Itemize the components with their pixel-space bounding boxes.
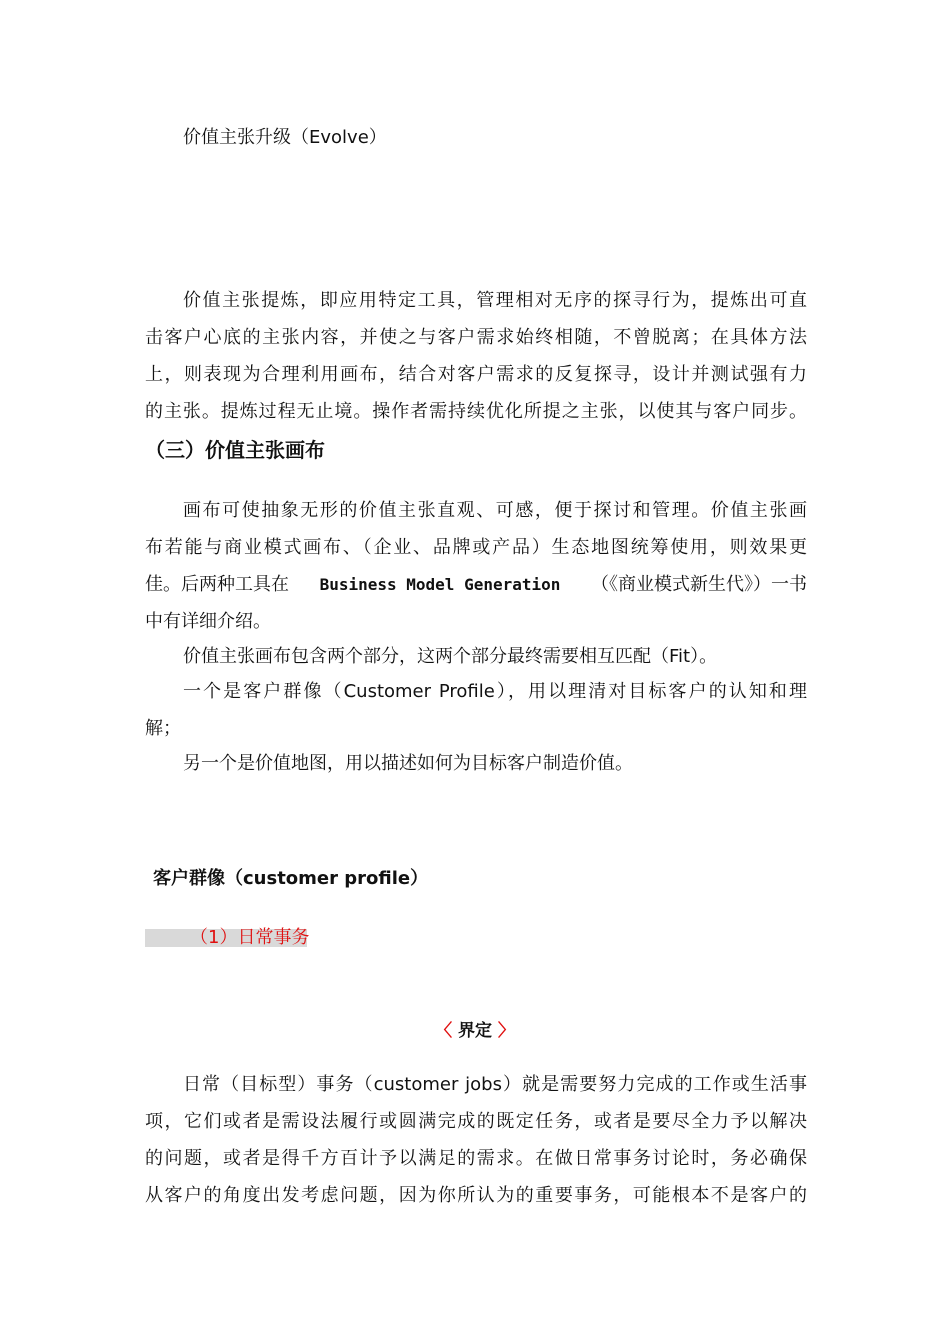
para2-line3-start: 佳。后两种工具在 <box>145 574 289 595</box>
para1-line3: 上，则表现为合理利用画布，结合对客户需求的反复探寻，设计并测试强有力 <box>145 364 807 385</box>
right-bracket-icon: 〉 <box>497 1021 515 1041</box>
para2-line3-end: （《商业模式新生代》）一书 <box>590 574 807 595</box>
para6-line2: 项，它们或者是需设法履行或圆满完成的既定任务，或者是要尽全力予以解决 <box>145 1111 807 1132</box>
definition-label: 界定 <box>458 1021 492 1041</box>
para4-line2: 解； <box>145 718 181 739</box>
para5: 另一个是价值地图，用以描述如何为目标客户制造价值。 <box>183 753 633 774</box>
para1-line2: 击客户心底的主张内容，并使之与客户需求始终相随，不曾脱离；在具体方法 <box>145 327 807 348</box>
para2-line1: 画布可使抽象无形的价值主张直观、可感，便于探讨和管理。价值主张画 <box>183 500 807 521</box>
para6-line3: 的问题，或者是得千方百计予以满足的需求。在做日常事务讨论时，务必确保 <box>145 1148 807 1169</box>
para1-line1: 价值主张提炼，即应用特定工具，管理相对无序的探寻行为，提炼出可直 <box>183 290 807 311</box>
para3: 价值主张画布包含两个部分，这两个部分最终需要相互匹配（Fit）。 <box>183 646 718 667</box>
subsection-title: （1）日常事务 <box>190 927 310 948</box>
customer-profile-title: 客户群像（customer profile） <box>153 868 429 889</box>
evolve-title: 价值主张升级（Evolve） <box>183 127 387 148</box>
left-bracket-icon: 〈 <box>435 1021 453 1041</box>
para2-line2: 布若能与商业模式画布、（企业、品牌或产品）生态地图统筹使用，则效果更 <box>145 537 807 558</box>
para4-line1: 一个是客户群像（Customer Profile），用以理清对目标客户的认知和理 <box>183 681 807 702</box>
definition-heading <box>0 1019 950 1043</box>
para6-line4: 从客户的角度出发考虑问题，因为你所认为的重要事务，可能根本不是客户的 <box>145 1185 807 1206</box>
section-title: （三）价值主张画布 <box>145 438 325 462</box>
para2-line4: 中有详细介绍。 <box>145 611 271 632</box>
para1-line4: 的主张。提炼过程无止境。操作者需持续优化所提之主张，以使其与客户同步。 <box>145 401 807 422</box>
para6-line1: 日常（目标型）事务（customer jobs）就是需要努力完成的工作或生活事 <box>183 1074 807 1095</box>
book-title-english: Business Model Generation <box>319 575 561 594</box>
para2-line3 <box>145 573 807 597</box>
